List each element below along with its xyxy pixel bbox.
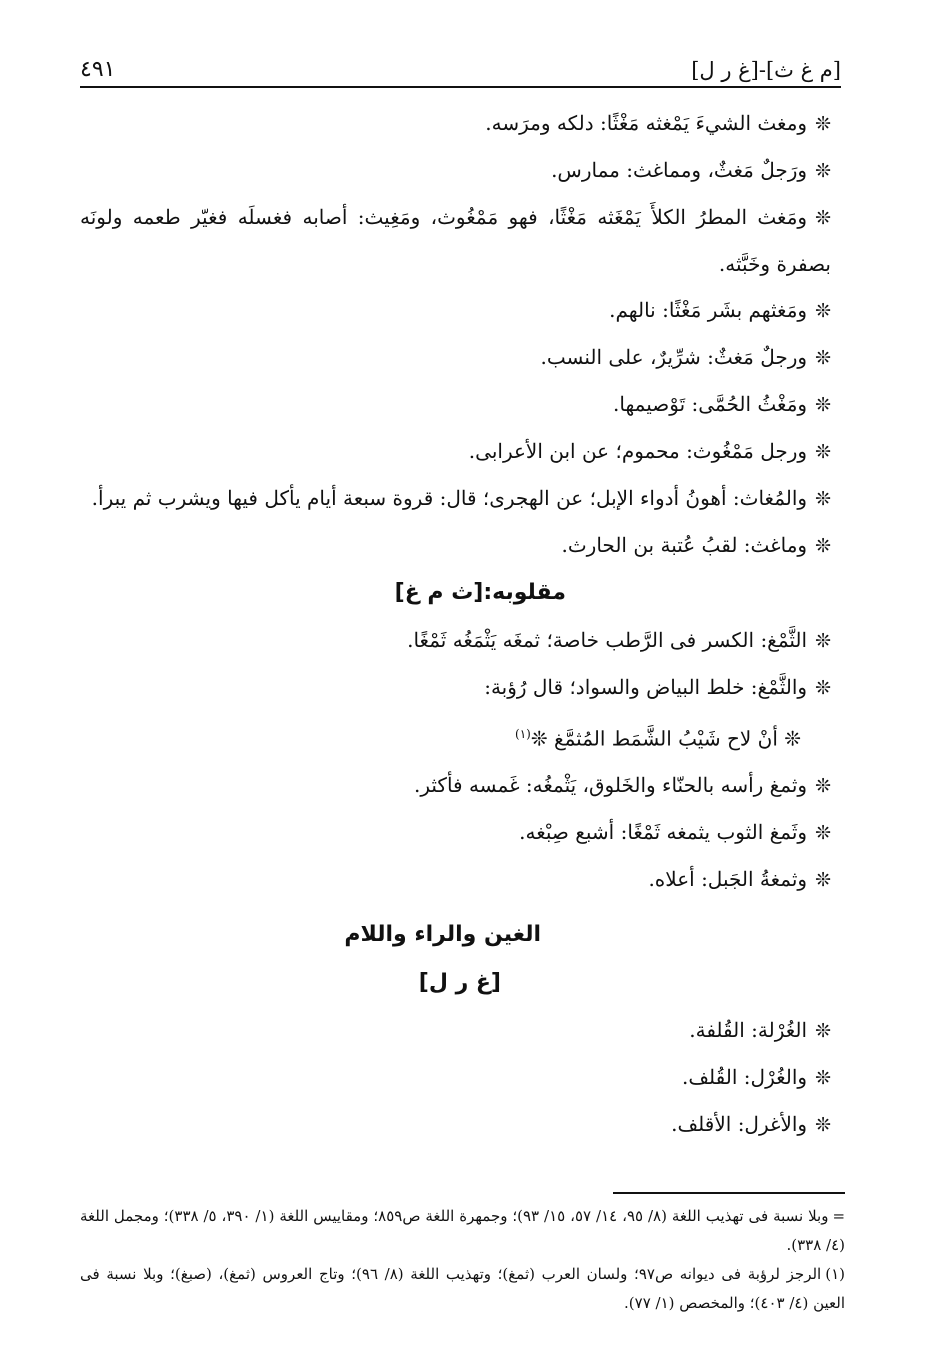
footnotes xyxy=(80,1192,845,1318)
verse-text: ❊ أنْ لاح شَيْبُ الشَّمَط المُثمَّغ ❊ xyxy=(530,726,801,751)
footnote-text: وبلا نسبة فى تهذيب اللغة (٨/ ٩٥، ١٤/ ٥٧، ١٥/ ٩٣)؛ وجمهرة اللغة ص٨٥٩؛ ومقاييس اللغة (١/ ٣٩٠، ٥/ ٣٣٨)؛ ومجمل اللغة (٤/ ٣٣٨). xyxy=(80,1207,845,1254)
entry-text: ورَجلٌ مَغثٌ، ومماغث: ممارس. xyxy=(551,158,808,182)
star-icon: ❊ xyxy=(815,1113,831,1136)
star-icon: ❊ xyxy=(815,774,831,797)
star-icon: ❊ xyxy=(815,821,831,844)
entry xyxy=(80,475,841,522)
entry xyxy=(80,1007,841,1054)
entry-text: وثَمغ الثوب يثمغه ثَمْغًا: أشبع صِبْغه. xyxy=(519,819,808,844)
star-icon: ❊ xyxy=(815,207,831,229)
star-icon: ❊ xyxy=(815,1066,831,1089)
star-icon: ❊ xyxy=(815,394,831,416)
entry xyxy=(80,762,841,809)
entry xyxy=(80,664,841,711)
page-header xyxy=(80,48,841,88)
entry-text: ومَغْثُ الحُمَّى: تَوْصيمها. xyxy=(613,392,808,416)
entry-text: ومَغث المطرُ الكلأَ يَمْغَثه مَغْثًا، فهو مَمْغُوث، ومَغِيث: أصابه فغسلَه فغيّر طعمه ولونَه بصفرة وخَبَّثه. xyxy=(80,205,831,276)
entry-text: وماغث: لقبُ عُتبة بن الحارث. xyxy=(561,533,808,557)
entry-text: وثمغ رأسه بالحنّاء والخَلوق، يَثْمغُه: غَمسه فأكثر. xyxy=(414,772,808,797)
entry xyxy=(80,381,841,428)
entry-text: والأغرل: الأقلف. xyxy=(671,1111,808,1136)
footnote-marker: = xyxy=(832,1207,846,1225)
footnote-rule xyxy=(613,1192,845,1194)
entry-text: والثَّمْغ: خلط البياض والسواد؛ قال رُؤبة: xyxy=(484,675,808,699)
entry-text: ورجلٌ مَغثٌ: شرِّيرٌ، على النسب. xyxy=(540,345,808,369)
entry xyxy=(80,617,841,664)
entry xyxy=(80,287,841,334)
star-icon: ❊ xyxy=(815,160,831,182)
entry-text: ورجل مَمْغُوث: محموم؛ عن ابن الأعرابى. xyxy=(468,439,808,463)
entry xyxy=(80,147,841,194)
star-icon: ❊ xyxy=(815,441,831,463)
entry xyxy=(80,1054,841,1101)
footnote-marker: (١) xyxy=(825,1265,845,1283)
page-body xyxy=(80,100,841,1148)
star-icon: ❊ xyxy=(815,868,831,891)
entry-text: ومَغثهم بشَر مَغْثًا: نالهم. xyxy=(609,298,808,322)
star-icon: ❊ xyxy=(815,300,831,322)
page-number: ٤٩١ xyxy=(80,57,116,82)
verse-quote xyxy=(80,711,841,762)
section-heading: مقلوبه:[ث م غ] xyxy=(394,580,566,605)
entry xyxy=(80,1101,841,1148)
entry-text: وثمغةُ الجَبل: أعلاه. xyxy=(648,866,808,891)
star-icon: ❊ xyxy=(815,535,831,557)
running-title: [م غ ث]-[غ ر ل] xyxy=(691,58,841,82)
footnote xyxy=(80,1202,845,1260)
footnote-ref: (١) xyxy=(515,727,531,741)
entry-text: الثَّمْغ: الكسر فى الرَّطب خاصة؛ ثمغَه يَثْمَغُه ثَمْغًا. xyxy=(407,628,808,652)
entry xyxy=(80,100,841,147)
root-heading: [غ ر ل] xyxy=(418,969,501,995)
entry xyxy=(80,856,841,903)
star-icon: ❊ xyxy=(815,488,831,510)
entry xyxy=(80,428,841,475)
star-icon: ❊ xyxy=(815,677,831,699)
entry xyxy=(80,334,841,381)
footnote xyxy=(80,1260,845,1318)
star-icon: ❊ xyxy=(815,630,831,652)
entry-text: والمُغاث: أهونُ أدواء الإبل؛ عن الهجرى؛ قال: قروة سبعة أيام يأكل فيها ويشرب ثم يبرأ. xyxy=(91,486,808,510)
chapter-heading: الغين والراء واللام xyxy=(344,921,541,947)
star-icon: ❊ xyxy=(815,113,831,135)
entry xyxy=(80,809,841,856)
entry-text: والغُرْل: القُلف. xyxy=(682,1064,808,1089)
entry-text: الغُرْلة: القُلفة. xyxy=(689,1017,808,1042)
entry xyxy=(80,522,841,569)
entry xyxy=(80,194,841,287)
star-icon: ❊ xyxy=(815,1019,831,1042)
star-icon: ❊ xyxy=(815,347,831,369)
entry-text: ومغث الشيءَ يَمْغثه مَغْثًا: دلكه ومرَسه. xyxy=(485,111,808,135)
footnote-text: الرجز لرؤبة فى ديوانه ص٩٧؛ ولسان العرب (ثمغ)؛ وتهذيب اللغة (٨/ ٩٦)؛ وتاج العروس (ثمغ)، (صبغ)؛ وبلا نسبة فى العين (٤/ ٤٠٣)؛ والمخصص (١/ ٧٧). xyxy=(80,1265,845,1312)
